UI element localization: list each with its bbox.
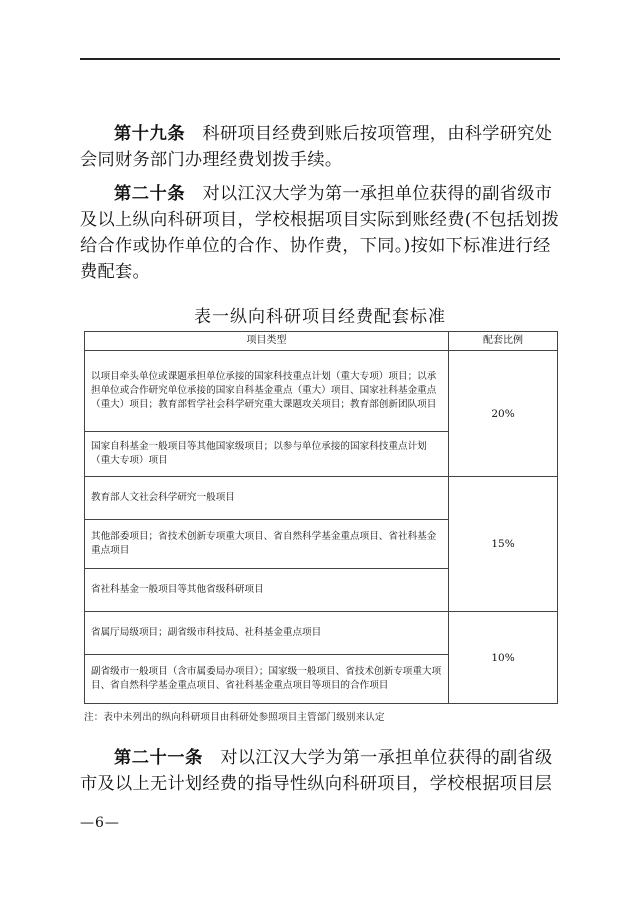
article-21-title: 第二十一条	[114, 748, 203, 768]
table-cell-type: 副省级市一般项目（含市属委局办项目）；国家级一般项目、省技术创新专项重大项目、省自然科学基金重点项目、省社科基金重点项目等项目的合作项目	[85, 655, 449, 704]
table-header-row	[85, 332, 558, 351]
table-cell-type: 省属厅局级项目；副省级市科技局、社科基金重点项目	[85, 612, 449, 655]
table-cell-ratio: 10%	[449, 612, 558, 704]
table-row	[85, 612, 558, 655]
table-cell-type: 省社科基金一般项目等其他省级科研项目	[85, 569, 449, 612]
table-title: 表一纵向科研项目经费配套标准	[194, 307, 446, 327]
table-cell-type: 以项目牵头单位或课题承担单位承接的国家科技重点计划（重大专项）项目；以承担单位或合作研究单位承接的国家自科基金重点（重大）项目、国家社科基金重点（重大）项目；教育部哲学社会科学研究重大课题攻关项目；教育部创新团队项目	[85, 351, 449, 432]
article-21	[80, 745, 562, 797]
article-19	[80, 121, 562, 173]
article-21-body: 对以江汉大学为第一承担单位获得的副省级市及以上无计划经费的指导性纵向科研项目，学校根据项目层	[80, 748, 553, 794]
table-row	[85, 477, 558, 520]
table-cell-type: 国家自科基金一般项目等其他国家级项目；以参与单位承接的国家科技重点计划（重大专项）项目	[85, 432, 449, 477]
article-20-body: 对以江汉大学为第一承担单位获得的副省级市及以上纵向科研项目，学校根据项目实际到账经费(不包括划拨给合作或协作单位的合作、协作费，下同。)按如下标准进行经费配套。	[80, 184, 560, 282]
table-note: 注：表中未列出的纵向科研项目由科研处参照项目主管部门级别来认定	[84, 712, 385, 723]
table-cell-type: 教育部人文社会科学研究一般项目	[85, 477, 449, 520]
article-19-body: 科研项目经费到账后按项管理，由科学研究处会同财务部门办理经费划拨手续。	[80, 124, 553, 170]
table-cell-ratio: 20%	[449, 351, 558, 477]
article-20	[80, 181, 562, 285]
header-project-type: 项目类型	[85, 332, 449, 351]
page-number: —6—	[80, 815, 120, 831]
table-cell-type: 其他部委项目；省技术创新专项重大项目、省自然科学基金重点项目、省社科基金重点项目	[85, 520, 449, 569]
article-20-title: 第二十条	[114, 184, 186, 204]
table-cell-ratio: 15%	[449, 477, 558, 612]
header-ratio: 配套比例	[449, 332, 558, 351]
funding-standard-table	[84, 331, 558, 704]
table-row	[85, 351, 558, 432]
header-rule	[80, 58, 560, 60]
article-19-title: 第十九条	[114, 124, 186, 144]
